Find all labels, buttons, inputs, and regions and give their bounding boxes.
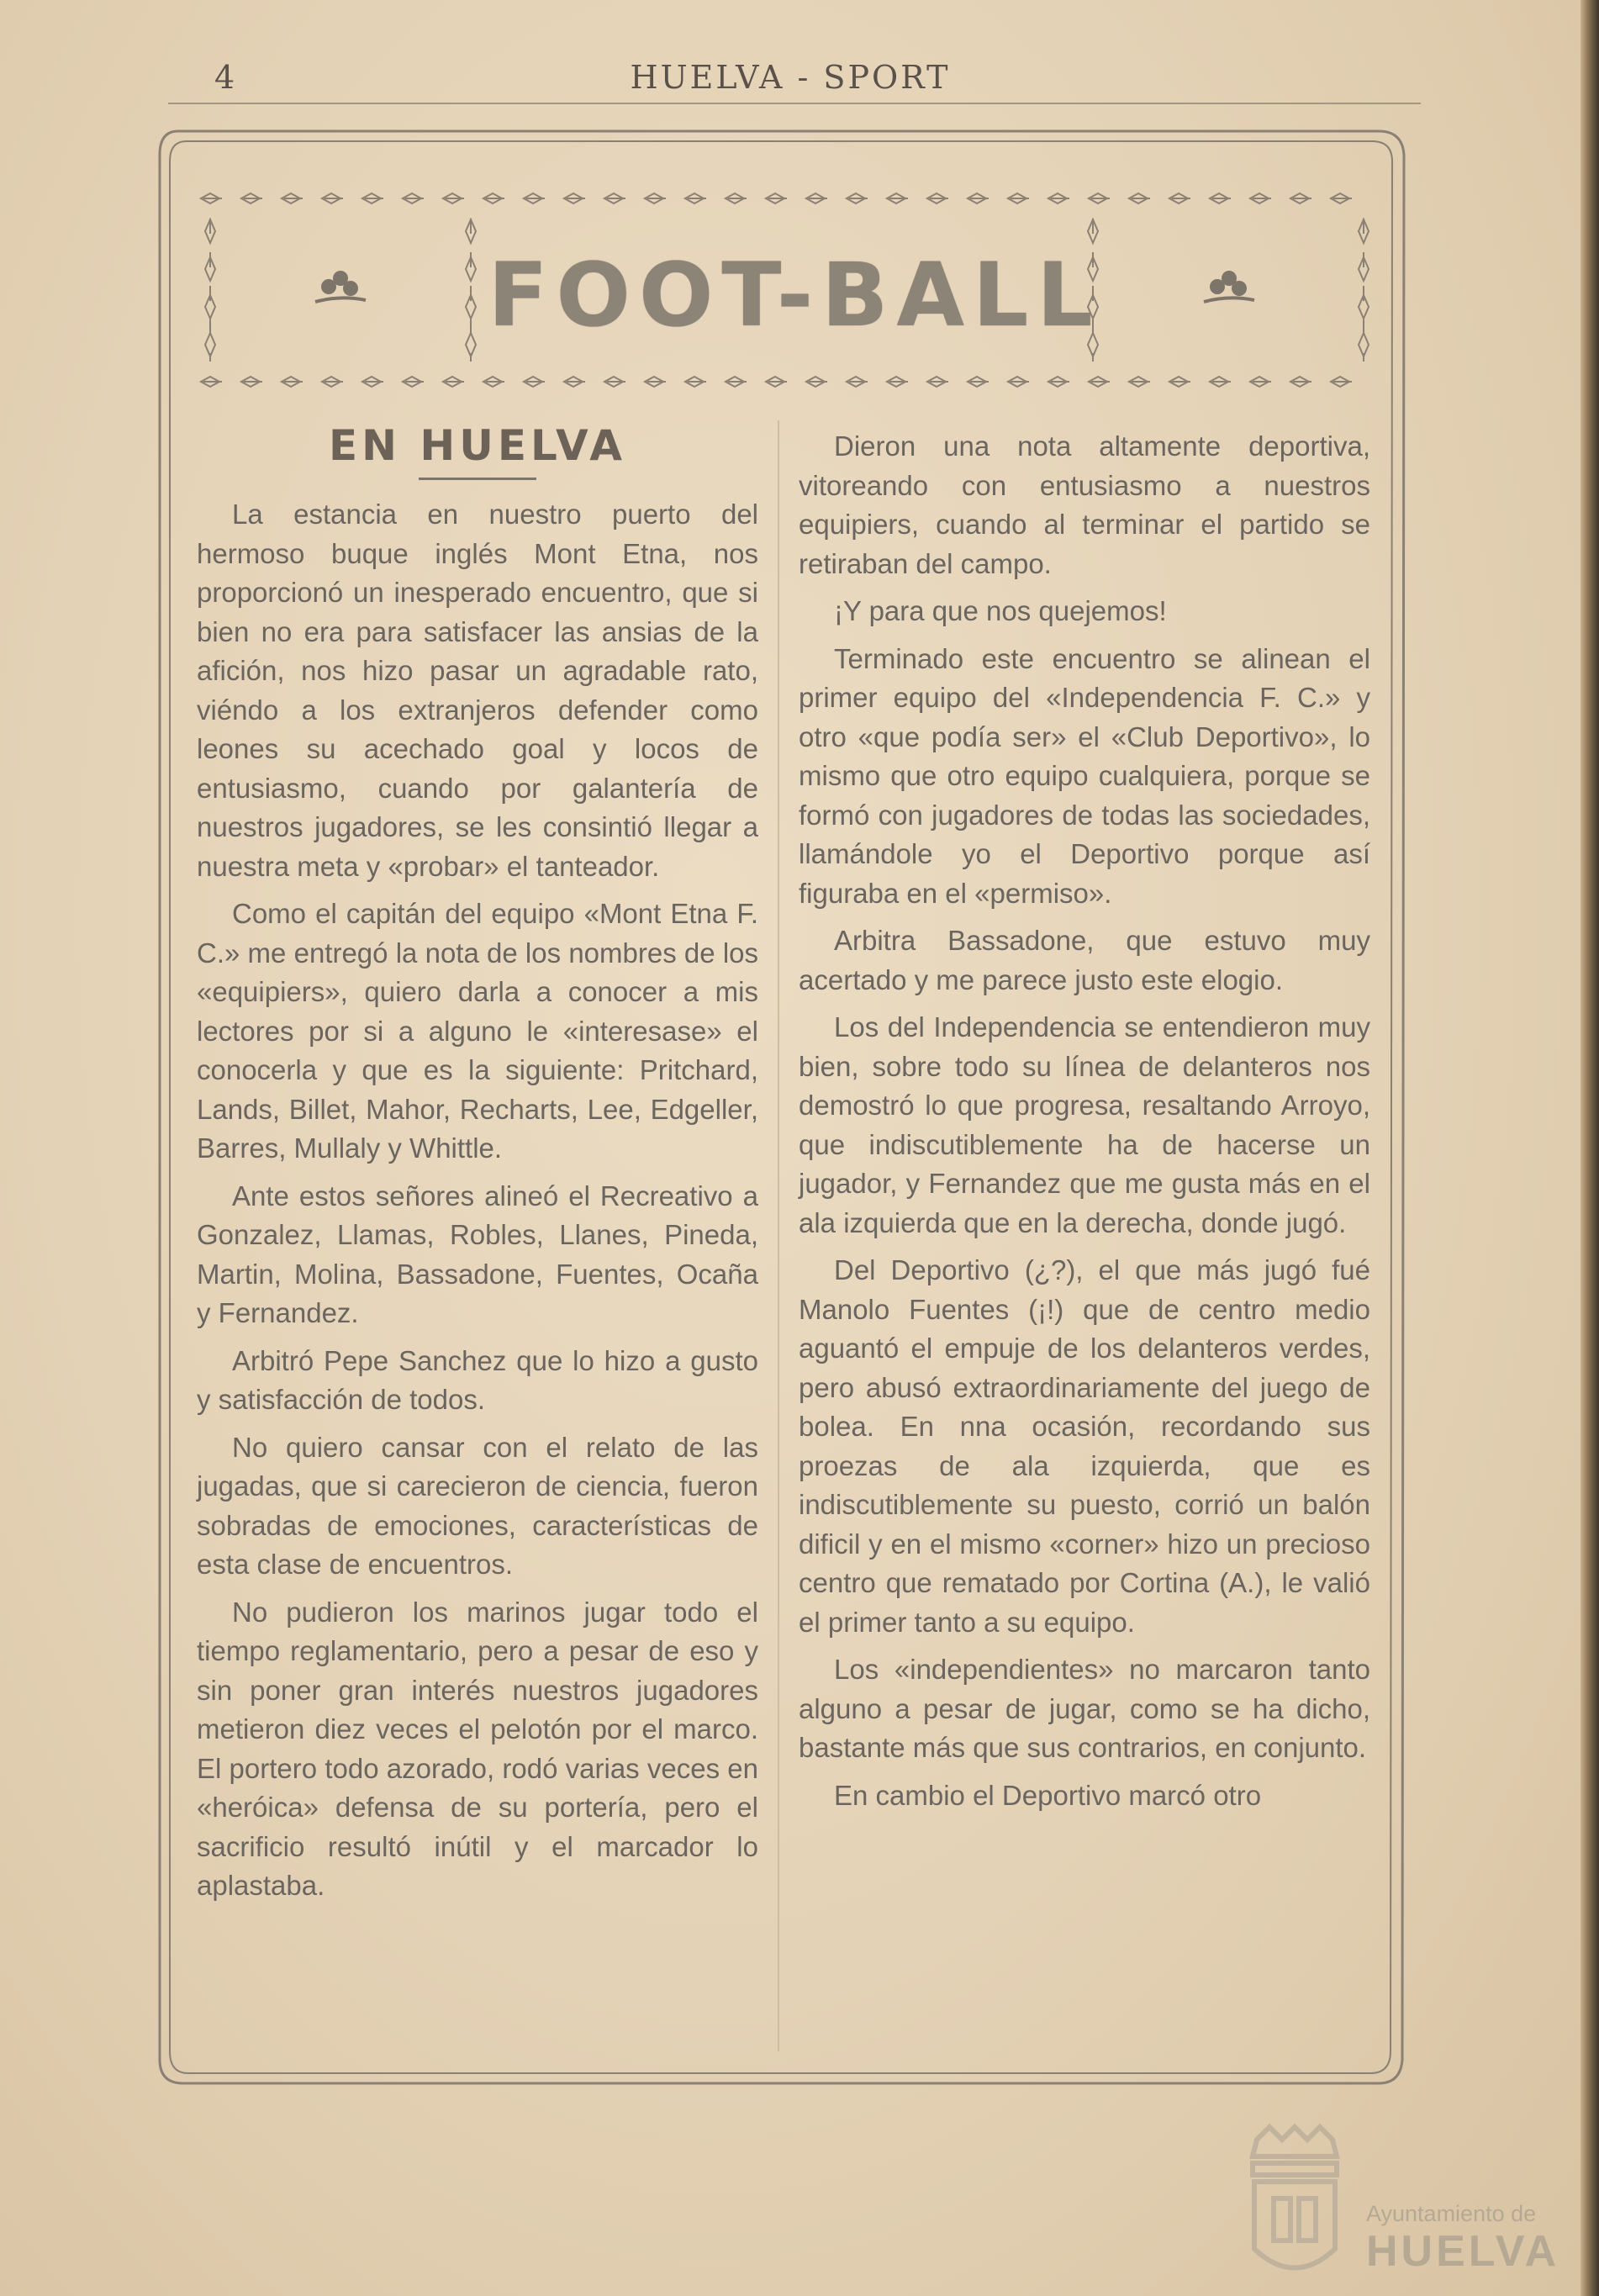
article-subhead: EN HUELVA [329, 421, 626, 470]
paragraph: ¡Y para que nos quejemos! [834, 595, 1167, 626]
subhead-rule [419, 478, 536, 480]
page-edge [1581, 0, 1599, 2296]
paragraph: Arbitra Bassadone, que estuvo muy acertado y me parece justo este elogio. [799, 925, 1370, 995]
paragraph: Dieron una nota altamente deportiva, vitoreando con entusiasmo a nuestros equipiers, cuando al terminar el partido se retiraban del campo. [799, 430, 1370, 579]
watermark-line2: HUELVA [1366, 2227, 1560, 2276]
paragraph: Los «independientes» no marcaron tanto alguno a pesar de jugar, como se ha dicho, bastante más que sus contrarios, en conjunto. [799, 1654, 1370, 1763]
page-number: 4 [214, 59, 235, 96]
paragraph: Ante estos señores alineó el Recreativo a Gonzalez, Llamas, Robles, Llanes, Pineda, Martin, Molina, Bassadone, Fuentes, Ocaña y Fernandez. [197, 1180, 758, 1328]
diamond-ornament [466, 333, 476, 356]
paragraph: Los del Independencia se entendieron muy bien, sobre todo su línea de delanteros nos demostró lo que progresa, resaltando Arroyo, que indiscutiblemente ha de hacerse un jugador, y Fernandez que me gusta más en el ala izquierda que en la derecha, donde jugó. [799, 1011, 1370, 1238]
article-column-right [799, 427, 1370, 1824]
paragraph: Arbitró Pepe Sanchez que lo hizo a gusto y satisfacción de todos. [197, 1344, 758, 1415]
paragraph: Como el capitán del equipo «Mont Etna F. C.» me entregó la nota de los nombres de los «equipiers», quiero darla a conocer a mis lectores por si a alguno le «interesase» el conocerla y que es la siguiente: Pritchard, Lands, Billet, Mahor, Recharts, Lee, Edgeller, Barres, Mullaly y Whittle. [197, 898, 758, 1164]
diamond-ornament [205, 333, 215, 356]
paragraph: No pudieron los marinos jugar todo el tiempo reglamentario, pero a pesar de eso y sin poner gran interés nuestros jugadores metieron diez veces el pelotón por el marco. El portero todo azorado, rodó varias veces en «heróica» defensa de su portería, pero el sacrificio resultó inútil y el marcador lo aplastaba. [197, 1596, 758, 1901]
watermark-line1: Ayuntamiento de [1366, 2201, 1537, 2226]
paragraph: Terminado este encuentro se alinean el primer equipo del «Independencia F. C.» y otro «que podía ser» el «Club Deportivo», lo mismo que otro equipo cualquiera, porque se formó con jugadores de todas las sociedades, llamándole yo el Deportivo porque así figuraba en el «permiso». [799, 642, 1370, 909]
article-column-left [197, 420, 758, 1914]
clover-sprig-icon [315, 271, 366, 302]
section-title: FOOT-BALL [488, 244, 1101, 346]
diamond-ornament [1359, 333, 1369, 356]
journal-title: HUELVA - SPORT [630, 59, 951, 96]
paragraph: En cambio el Deportivo marcó otro [834, 1779, 1262, 1811]
paragraph: La estancia en nuestro puerto del hermoso buque inglés Mont Etna, nos proporcionó un inesperado encuentro, que si bien no era para satisfacer las ansias de la afición, nos hizo pasar un agradable rato, viéndo a los extranjeros defender como leones su acechado goal y locos de entusiasmo, cuando por galantería de nuestros jugadores, se les consintió llegar a nuestra meta y «probar» el tanteador. [197, 499, 758, 882]
clover-sprig-icon [1204, 271, 1254, 302]
paragraph: Del Deportivo (¿?), el que más jugó fué Manolo Fuentes (¡!) que de centro medio aguantó el empuje de los delanteros verdes, pero abusó extraordinariamente del juego de bolea. En nna ocasión, recordando sus proezas de ala izquierda, que es indiscutiblemente su puesto, corrió un balón dificil y en el mismo «corner» hizo un precioso centro que rematado por Cortina (A.), le valió el primer tanto a su equipo. [799, 1254, 1370, 1638]
paragraph: No quiero cansar con el relato de las jugadas, que si carecieron de ciencia, fueron sobradas de emociones, características de esta clase de encuentros. [197, 1431, 758, 1580]
